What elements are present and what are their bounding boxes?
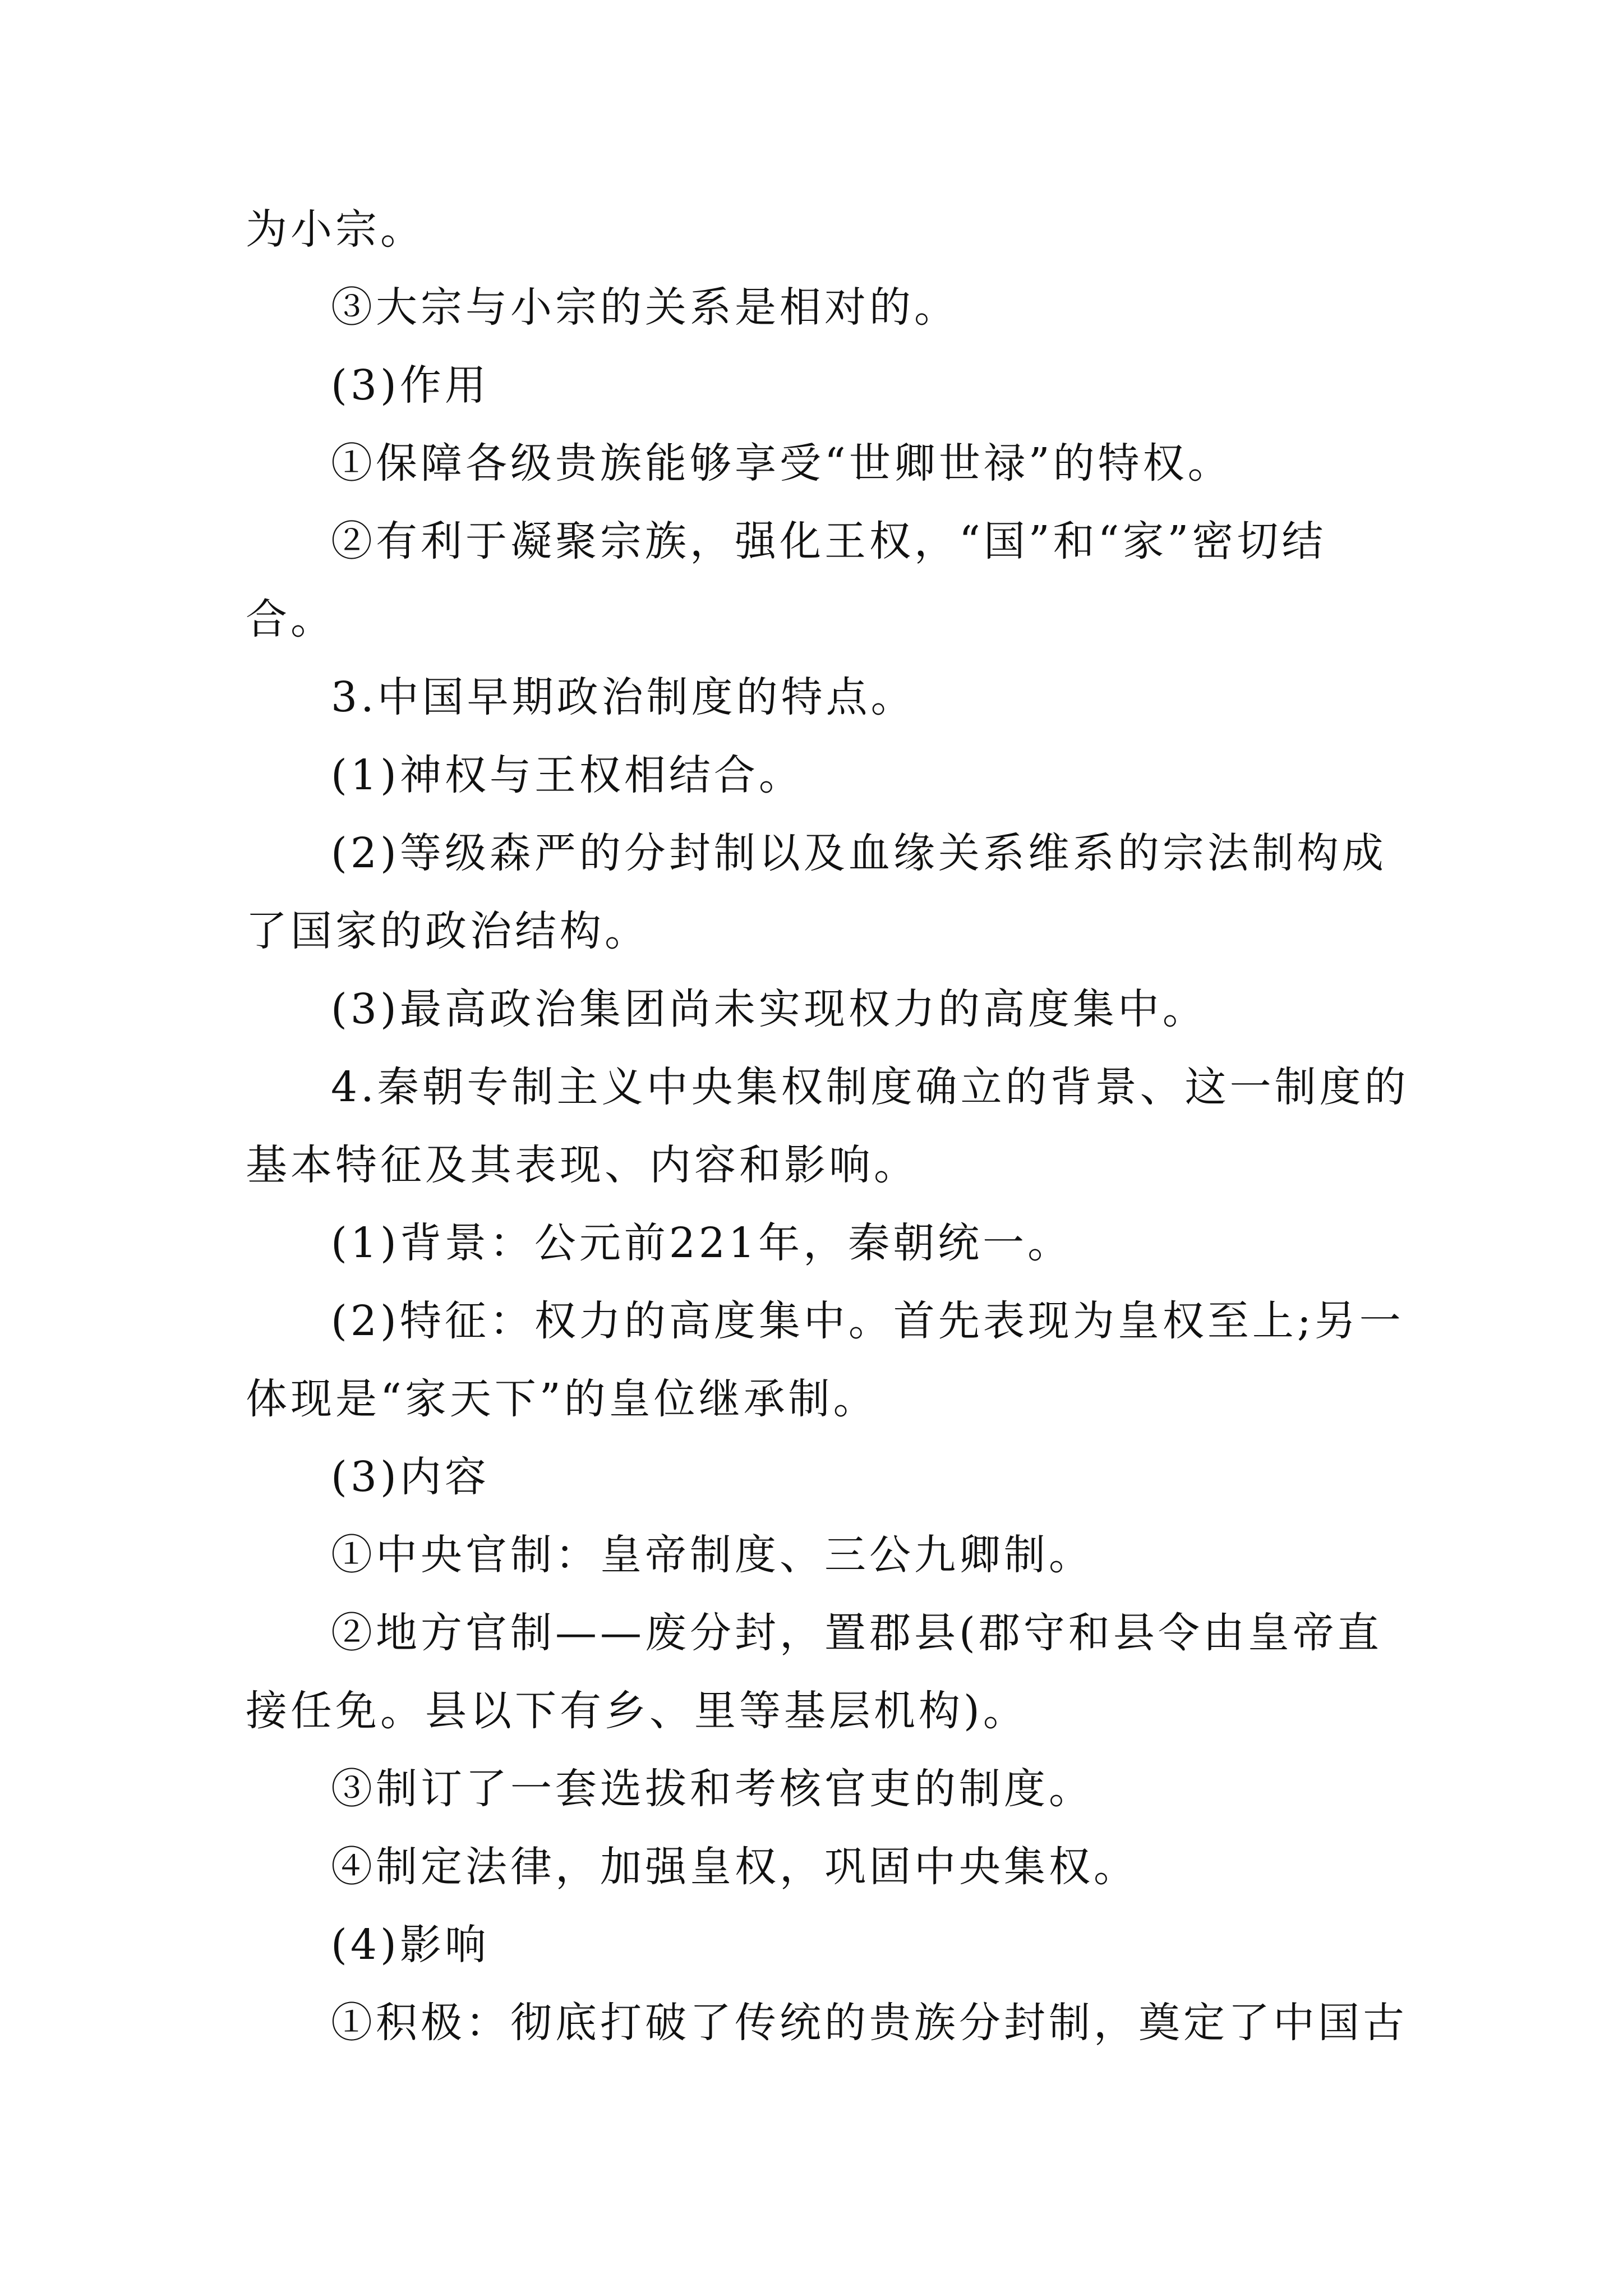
text-line: 基本特征及其表现、内容和影响。 <box>246 1141 919 1189</box>
text-line: ①积极：彻底打破了传统的贵族分封制，奠定了中国古 <box>331 1999 1408 2047</box>
text-line: 合。 <box>246 595 335 643</box>
text-line: ②有利于凝聚宗族，强化王权，“国”和“家”密切结 <box>331 517 1327 565</box>
text-line: ②地方官制——废分封，置郡县(郡守和县令由皇帝直 <box>331 1609 1382 1657</box>
text-line: ③制订了一套选拔和考核官吏的制度。 <box>331 1765 1094 1813</box>
section-heading: (3)作用 <box>331 361 490 409</box>
text-line: (2)特征：权力的高度集中。首先表现为皇权至上;另一 <box>331 1297 1404 1345</box>
section-heading: (4)影响 <box>331 1921 490 1969</box>
section-heading: 4.秦朝专制主义中央集权制度确立的背景、这一制度的 <box>331 1063 1409 1111</box>
text-line: (3)最高政治集团尚未实现权力的高度集中。 <box>331 985 1207 1033</box>
text-line: 为小宗。 <box>246 205 425 254</box>
text-line: ①保障各级贵族能够享受“世卿世禄”的特权。 <box>331 439 1233 487</box>
section-heading: 3.中国早期政治制度的特点。 <box>331 673 916 721</box>
text-line: 了国家的政治结构。 <box>246 907 649 955</box>
text-line: 接任免。县以下有乡、里等基层机构)。 <box>246 1687 1028 1735</box>
text-line: ①中央官制：皇帝制度、三公九卿制。 <box>331 1531 1094 1579</box>
section-heading: (3)内容 <box>331 1453 490 1501</box>
text-line: (1)神权与王权相结合。 <box>331 751 804 799</box>
text-line: ③大宗与小宗的关系是相对的。 <box>331 283 959 332</box>
text-line: ④制定法律，加强皇权，巩固中央集权。 <box>331 1843 1138 1891</box>
text-line: 体现是“家天下”的皇位继承制。 <box>246 1375 878 1423</box>
text-line: (1)背景：公元前221年，秦朝统一。 <box>331 1219 1073 1267</box>
text-line: (2)等级森严的分封制以及血缘关系维系的宗法制构成 <box>331 829 1387 877</box>
document-body <box>246 191 1409 2062</box>
